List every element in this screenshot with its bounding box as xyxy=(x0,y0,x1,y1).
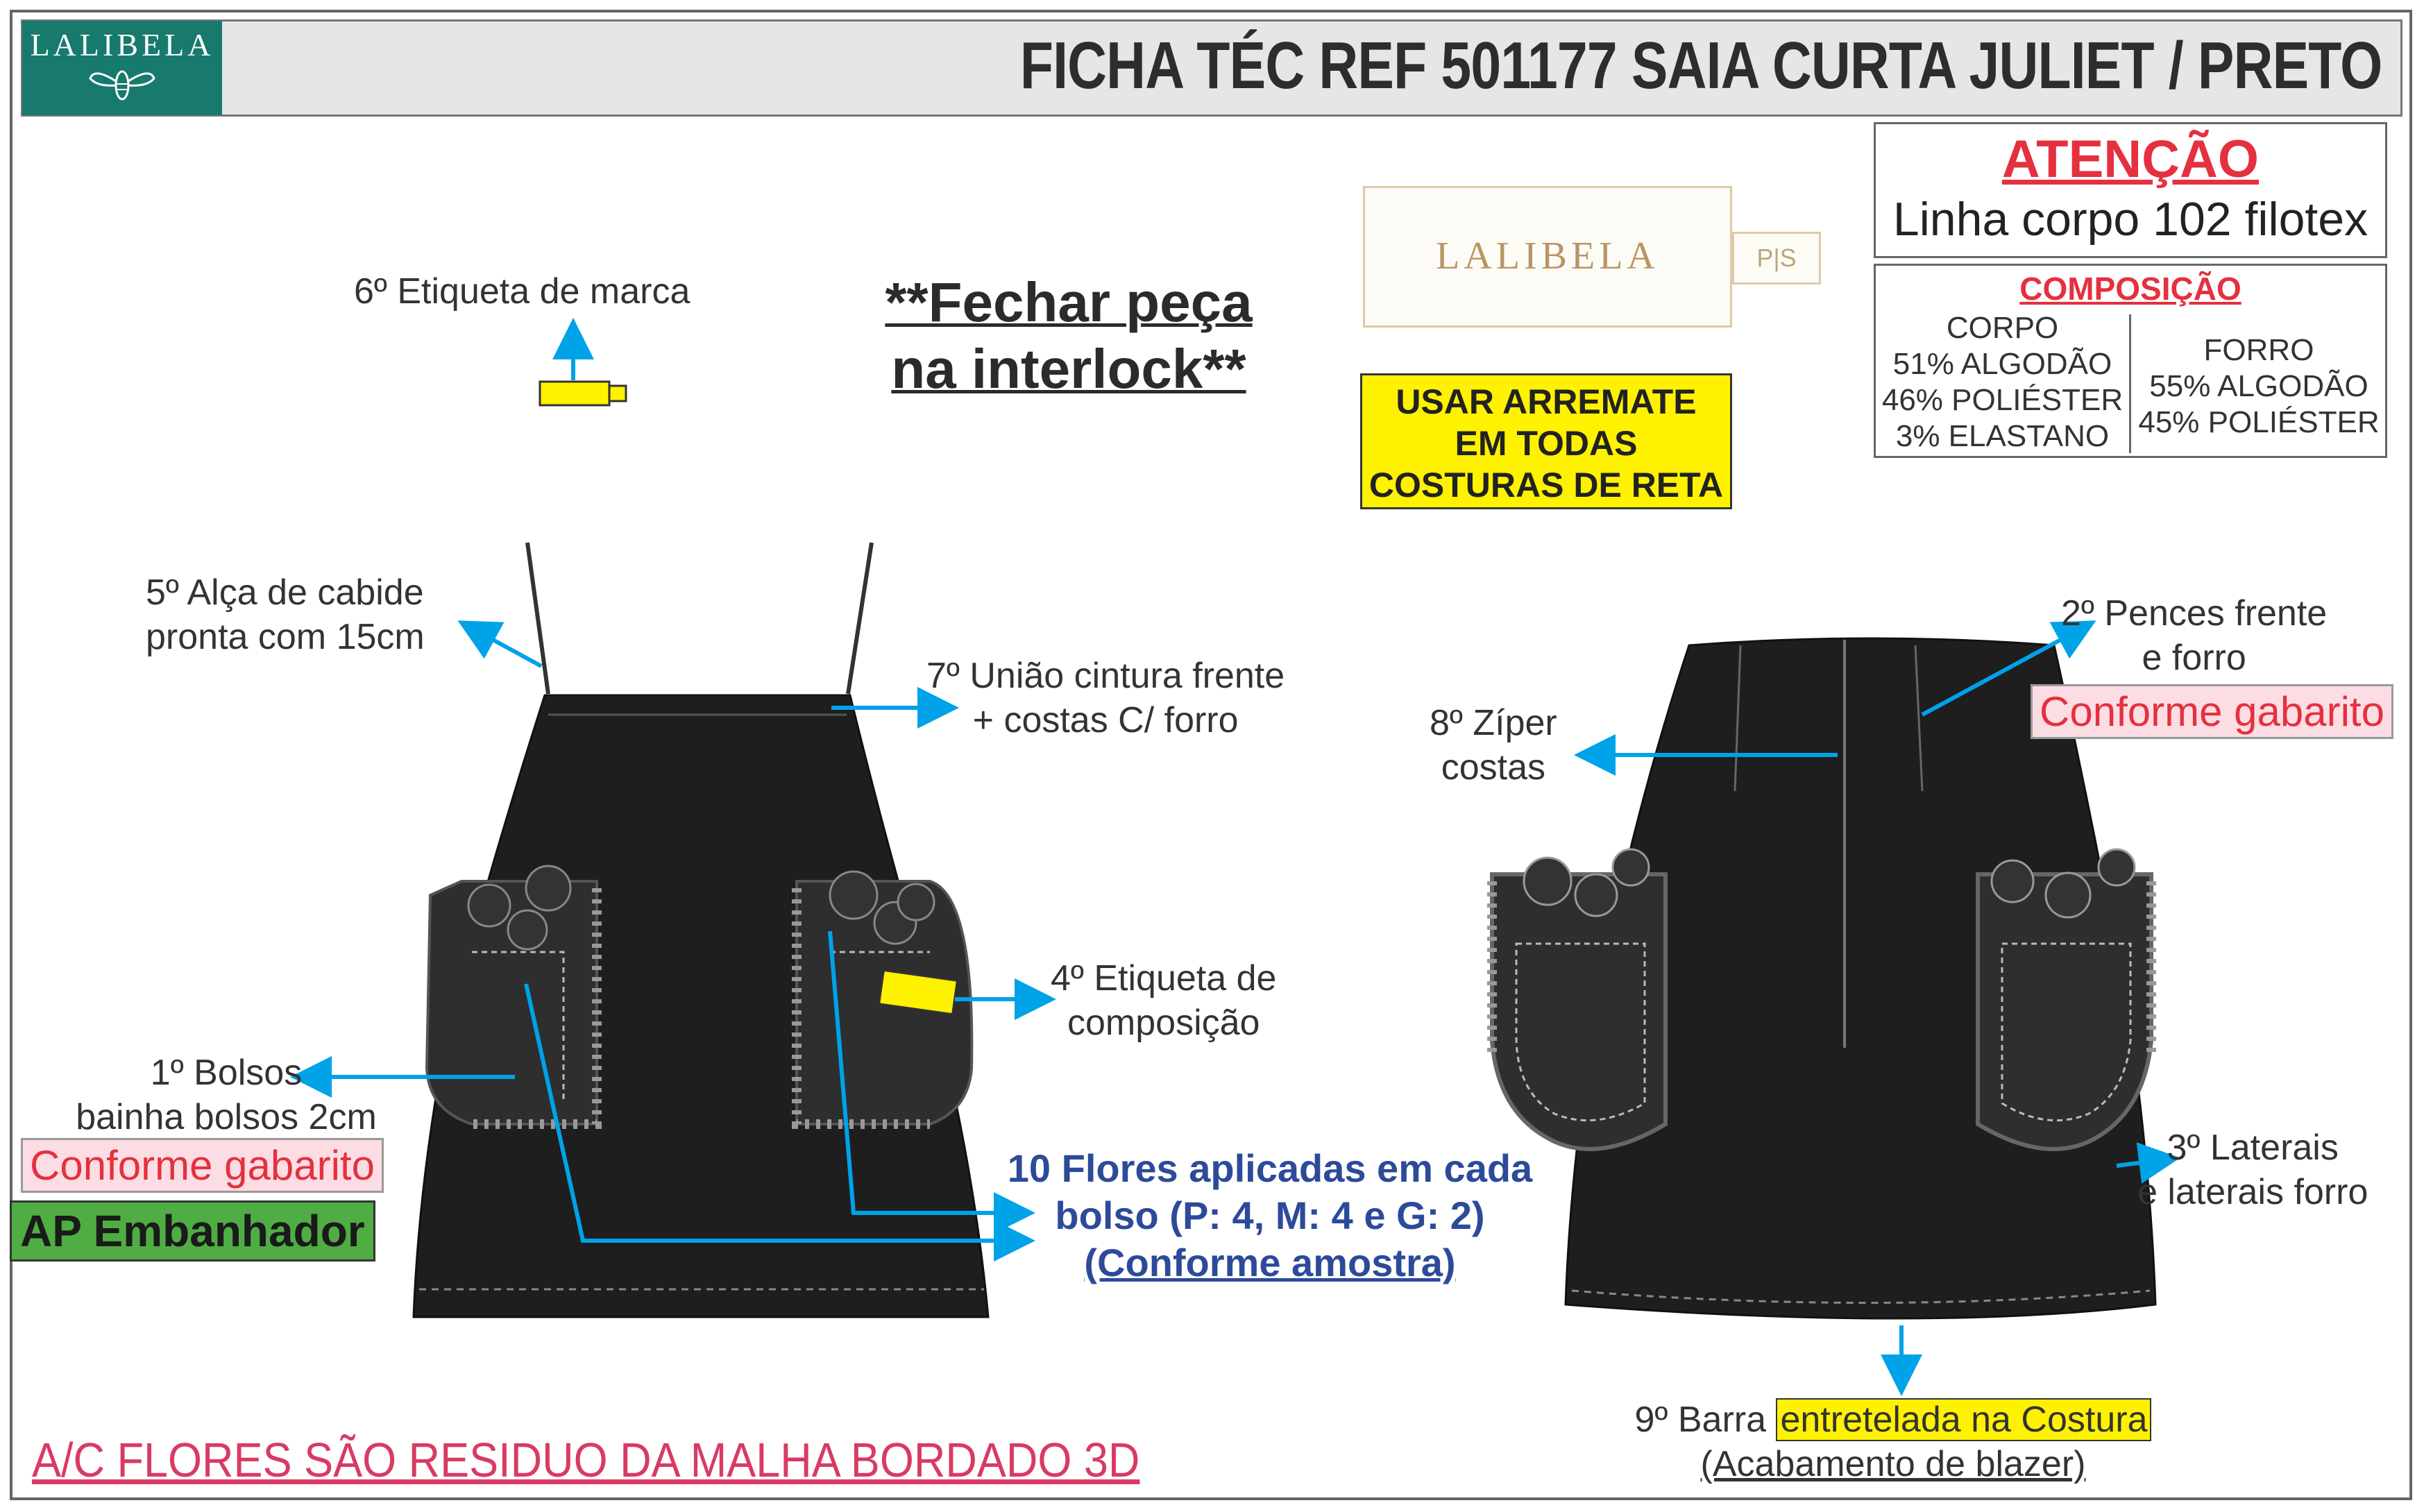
step-6-label: 6º Etiqueta de marca xyxy=(354,271,690,312)
flowers-note xyxy=(985,1145,1554,1286)
step-7-line: 7º União cintura frente xyxy=(926,656,1285,696)
step-1-label xyxy=(39,1051,414,1139)
step-3-line: e laterais forro xyxy=(2137,1172,2368,1212)
step-1-ap-tag: AP Embanhador xyxy=(10,1200,375,1262)
step-4-line: 4º Etiqueta de xyxy=(1051,958,1277,999)
footer-note: A/C FLORES SÃO RESIDUO DA MALHA BORDADO 3D xyxy=(32,1433,1140,1487)
close-note-line: na interlock** xyxy=(891,338,1246,400)
forro-line: 45% POLIÉSTER xyxy=(2138,405,2380,439)
step-2-line: 2º Pences frente xyxy=(2061,593,2328,634)
arremate-line: USAR ARREMATE xyxy=(1396,382,1697,421)
step-7-line: + costas C/ forro xyxy=(972,700,1239,740)
step-2-gabarito-tag: Conforme gabarito xyxy=(2031,684,2393,739)
flowers-note-line: bolso (P: 4, M: 4 e G: 2) xyxy=(1055,1194,1485,1237)
close-note-line: **Fechar peça xyxy=(885,271,1253,333)
step-8-line: costas xyxy=(1441,747,1546,788)
front-skirt xyxy=(414,543,988,1317)
brand-logo-text: LALIBELA xyxy=(30,27,214,62)
attention-title: ATENÇÃO xyxy=(2001,130,2260,189)
corpo-label: CORPO xyxy=(1946,311,2059,345)
back-skirt xyxy=(1492,638,2155,1318)
corpo-line: 51% ALGODÃO xyxy=(1892,347,2112,381)
step-3-label xyxy=(2137,1125,2368,1214)
hanger-strap-left xyxy=(527,543,548,694)
corpo-line: 46% POLIÉSTER xyxy=(1881,383,2124,417)
step-5-line: pronta com 15cm xyxy=(146,617,425,657)
step-5-line: 5º Alça de cabide xyxy=(146,572,424,613)
step-2-line: e forro xyxy=(2142,638,2246,678)
step-7-label xyxy=(926,654,1285,742)
step-9-highlight: entretelada na Costura xyxy=(1776,1398,2151,1441)
flowers-note-line: (Conforme amostra) xyxy=(1084,1241,1456,1284)
hanger-strap-right xyxy=(848,543,872,694)
step-4-line: composição xyxy=(1067,1003,1260,1043)
step-5-label xyxy=(146,570,425,659)
step-8-line: 8º Zíper xyxy=(1430,703,1557,743)
arremate-line: EM TODAS xyxy=(1455,424,1638,463)
step-2-label xyxy=(2061,591,2327,680)
back-pocket-left xyxy=(1492,849,1666,1149)
size-tag: P|S xyxy=(1732,232,1821,284)
back-pocket-right xyxy=(1978,849,2151,1149)
flowers-note-line: 10 Flores aplicadas em cada xyxy=(1007,1146,1533,1190)
step-3-line: 3º Laterais xyxy=(2167,1128,2339,1168)
step-9-label xyxy=(1602,1398,2185,1486)
step-1-line: 1º Bolsos xyxy=(150,1053,303,1093)
page-title: FICHA TÉC REF 501177 SAIA CURTA JULIET / PRETO xyxy=(1020,28,2382,103)
composition-title: COMPOSIÇÃO xyxy=(2019,271,2241,307)
step-9-prefix: 9º Barra xyxy=(1634,1400,1777,1440)
arremate-line: COSTURAS DE RETA xyxy=(1368,466,1724,504)
step-8-label xyxy=(1430,701,1557,790)
front-pocket-left xyxy=(427,866,597,1124)
forro-label: FORRO xyxy=(2203,333,2314,367)
step-4-label xyxy=(1051,956,1276,1045)
step-9-line: (Acabamento de blazer) xyxy=(1700,1444,2086,1484)
brand-tag-icon xyxy=(540,382,609,405)
step-1-line: bainha bolsos 2cm xyxy=(76,1097,377,1137)
thread-spec: Linha corpo 102 filotex xyxy=(1892,193,2368,246)
corpo-line: 3% ELASTANO xyxy=(1895,419,2110,453)
arrow-hanger-strap xyxy=(465,625,541,666)
forro-line: 55% ALGODÃO xyxy=(2149,369,2368,403)
brand-label-text: LALIBELA xyxy=(1436,235,1659,278)
step-1-gabarito-tag: Conforme gabarito xyxy=(21,1138,384,1193)
